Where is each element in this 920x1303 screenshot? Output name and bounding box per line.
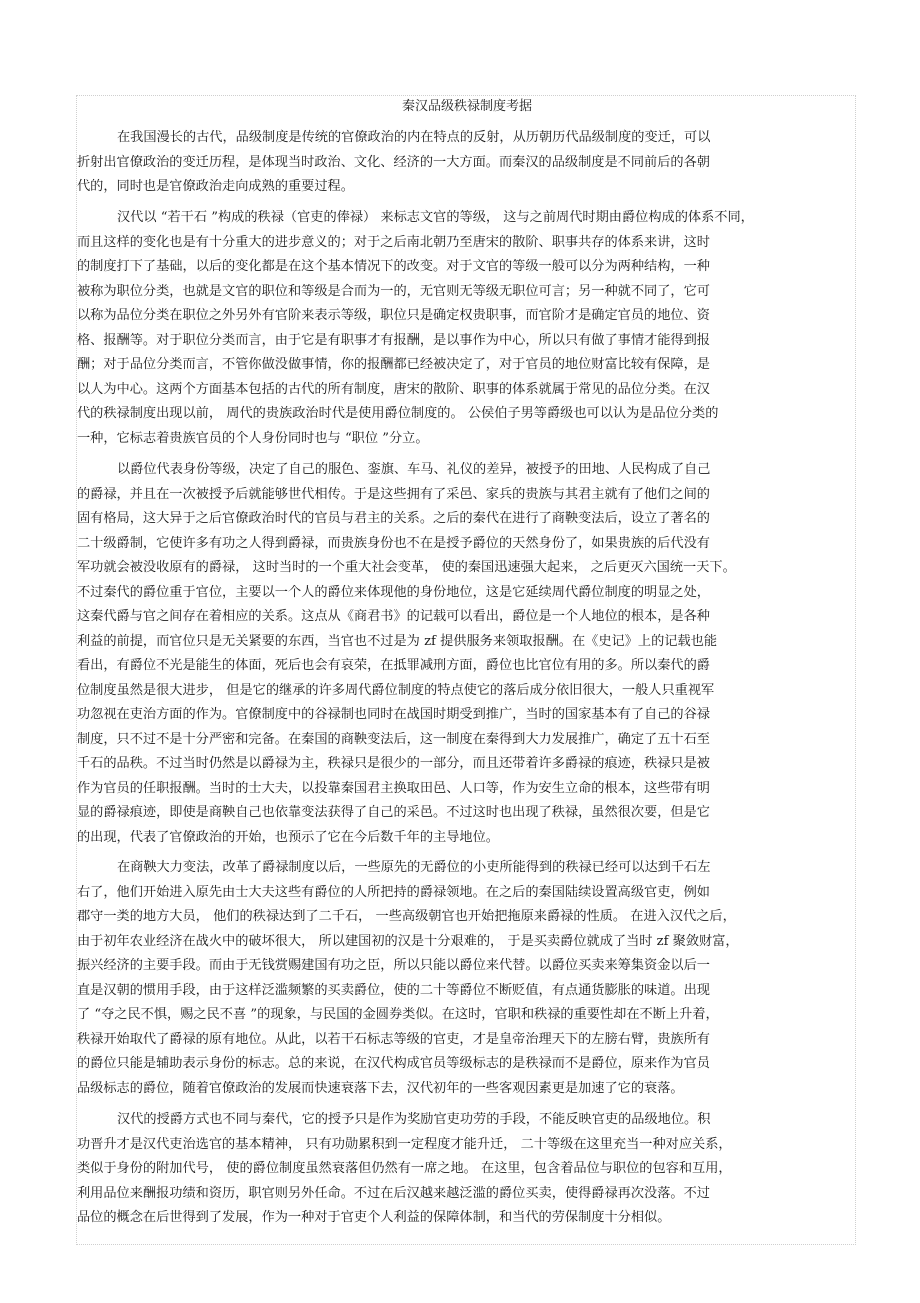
text-line: 右了，他们开始进入原先由士大夫这些有爵位的人所把持的爵禄领地。在之后的秦国陆续设置高级官吏，例如 — [77, 884, 710, 900]
paragraph-2 — [77, 206, 857, 451]
paragraph-1 — [77, 126, 857, 200]
text-line: 而且这样的变化也是有十分重大的进步意义的；对于之后南北朝乃至唐宋的散阶、职事共存的体系来讲，这时 — [77, 234, 710, 250]
text-line: 二十级爵制，它使许多有功之人得到爵禄，而贵族身份也不在是授予爵位的天然身份了，如果贵族的后代没有 — [77, 535, 710, 551]
text-line: 在我国漫长的古代，品级制度是传统的官僚政治的内在特点的反射，从历朝历代品级制度的变迁，可以 — [117, 130, 711, 145]
text-line: 看出，有爵位不光是能生的体面，死后也会有哀荣，在抵罪减刑方面，爵位也比官位有用的多。所以秦代的爵 — [77, 658, 710, 673]
text-line: 位制度虽然是很大进步， 但是它的继承的许多周代爵位制度的特点使它的落后成分依旧很大，一般人只重视军 — [77, 682, 715, 698]
text-line: 千石的品秩。不过当时仍然是以爵禄为主，秩禄只是很少的一部分，而且还带着许多爵禄的痕迹，秩禄只是被 — [77, 756, 710, 771]
text-line: 格、报酬等。对于职位分类而言，由于它是有职事才有报酬，是以事作为中心，所以只有做了事情才能得到报 — [77, 332, 710, 348]
text-line: 的爵禄，并且在一次被授予后就能够世代相传。于是这些拥有了采邑、家兵的贵族与其君主就有了他们之间的 — [77, 486, 710, 502]
paragraph-4 — [77, 856, 857, 1101]
paragraph-3 — [77, 458, 857, 850]
text-line: 这秦代爵与官之间存在着相应的关系。这点从《商君书》的记载可以看出，爵位是一个人地位的根本，是各种 — [77, 609, 710, 624]
text-line: 在商鞅大力变法，改革了爵禄制度以后，一些原先的无爵位的小吏所能得到的秩禄已经可以达到千石左 — [117, 860, 711, 875]
text-line: 作为官员的任职报酬。当时的士大夫，以投靠秦国君主换取田邑、人口等，作为安生立命的根本，这些带有明 — [77, 780, 710, 796]
text-line: 的出现，代表了官僚政治的开始，也预示了它在今后数千年的主导地位。 — [77, 829, 499, 845]
text-line: 利用品位来酬报功绩和资历，职官则另外任命。不过在后汉越来越泛滥的爵位买卖，使得爵禄再次没落。不过 — [77, 1185, 710, 1201]
text-line: 利益的前提，而官位只是无关紧要的东西，当官也不过是为 zf 提供服务来领取报酬。在《史记》上的记载也能 — [77, 633, 718, 649]
text-line: 品位的概念在后世得到了发展，作为一种对于官吏个人利益的保障体制，和当代的劳保制度十分相似。 — [77, 1210, 671, 1225]
text-line: 以称为品位分类在职位之外另外有官阶来表示等级，职位只是确定权贵职事，而官阶才是确定官员的地位、资 — [77, 308, 710, 323]
text-line: 代的，同时也是官僚政治走向成熟的重要过程。 — [77, 179, 354, 194]
text-line: 显的爵禄痕迹，即使是商鞅自己也依靠变法获得了自己的采邑。不过这时也出现了秩禄，虽然很次要，但是它 — [77, 805, 710, 820]
text-line: 折射出官僚政治的变迁历程，是体现当时政治、文化、经济的一大方面。而秦汉的品级制度是不同前后的各朝 — [77, 154, 710, 170]
text-line: 的爵位只能是辅助表示身份的标志。总的来说，在汉代构成官员等级标志的是秩禄而不是爵位，原来作为官员 — [77, 1056, 710, 1071]
text-line: 固有格局，这大异于之后官僚政治时代的官员与君主的关系。之后的秦代在进行了商鞅变法后，设立了著名的 — [77, 511, 710, 526]
text-line: 功忽视在吏治方面的作为。官僚制度中的谷禄制也同时在战国时期受到推广，当时的国家基本有了自己的谷禄 — [77, 707, 710, 722]
text-line: 军功就会被没收原有的爵禄， 这时当时的一个重大社会变革， 使的秦国迅速强大起来， 之后更灭六国统一天下。 — [77, 560, 736, 575]
text-line: 了 “夺之民不惧，赐之民不喜 ”的现象，与民国的金圆券类似。在这时，官职和秩禄的重要性却在不断上升着， — [77, 1007, 719, 1022]
text-line: 不过秦代的爵位重于官位，主要以一个人的爵位来体现他的身份地位，这是它延续周代爵位制度的明显之处， — [77, 584, 710, 600]
text-line: 振兴经济的主要手段。而由于无钱赏赐建国有功之臣，所以只能以爵位来代替。以爵位买卖来筹集资金以后一 — [77, 958, 710, 973]
text-line: 被称为职位分类，也就是文官的职位和等级是合而为一的，无官则无等级无职位可言；另一种就不同了，它可 — [77, 283, 710, 299]
text-line: 功晋升才是汉代吏治选官的基本精神， 只有功勋累积到一定程度才能升迁， 二十等级在这里充当一种对应关系， — [77, 1136, 732, 1152]
document-page — [76, 95, 856, 1245]
document-title: 秦汉品级秩禄制度考据 — [401, 99, 532, 114]
text-line: 品级标志的爵位，随着官僚政治的发展而快速衰落下去，汉代初年的一些客观因素更是加速了它的衰落。 — [77, 1080, 684, 1096]
text-line: 一种，它标志着贵族官员的个人身份同时也与 “职位 ”分立。 — [77, 430, 429, 446]
text-line: 秩禄开始取代了爵禄的原有地位。从此，以若干石标志等级的官吏，才是皇帝治理天下的左膀右臂，贵族所有 — [77, 1031, 710, 1047]
text-line: 类似于身份的附加代号， 使的爵位制度虽然衰落但仍然有一席之地。 在这里，包含着品位与职位的包容和互用， — [77, 1161, 732, 1176]
text-line: 制度，只不过不是十分严密和完备。在秦国的商鞅变法后，这一制度在秦得到大力发展推广，确定了五十石至 — [77, 731, 710, 747]
text-line: 以爵位代表身份等级，决定了自己的服色、銮旗、车马、礼仪的差异，被授予的田地、人民构成了自己 — [117, 462, 711, 477]
paragraph-5 — [77, 1108, 857, 1231]
text-line: 酬；对于品位分类而言，不管你做没做事情，你的报酬都已经被决定了，对于官员的地位财富比较有保障，是 — [77, 357, 710, 372]
text-line: 以人为中心。这两个方面基本包括的古代的所有制度，唐宋的散阶、职事的体系就属于常见的品位分类。在汉 — [77, 381, 710, 397]
text-line: 直是汉朝的惯用手段，由于这样泛滥频繁的买卖爵位，使的二十等爵位不断贬值，有点通货膨胀的味道。出现 — [77, 982, 710, 998]
text-line: 的制度打下了基础，以后的变化都是在这个基本情况下的改变。对于文官的等级一般可以分为两种结构，一种 — [77, 259, 710, 274]
text-line: 汉代以 “若干石 ”构成的秩禄（官吏的俸禄） 来标志文官的等级， 这与之前周代时期由爵位构成的体系不同， — [117, 210, 754, 225]
text-line: 代的秩禄制度出现以前， 周代的贵族政治时代是使用爵位制度的。 公侯伯子男等爵级也可以认为是品位分类的 — [77, 406, 719, 421]
text-line: 汉代的授爵方式也不同与秦代，它的授予只是作为奖励官吏功劳的手段，不能反映官吏的品级地位。积 — [117, 1112, 711, 1127]
text-line: 郡守一类的地方大员， 他们的秩禄达到了二千石， 一些高级朝官也开始把拖原来爵禄的性质。 在进入汉代之后， — [77, 909, 736, 924]
text-line: 由于初年农业经济在战火中的破坏很大， 所以建国初的汉是十分艰难的， 于是买卖爵位就成了当时 zf 聚敛财富， — [77, 933, 739, 949]
